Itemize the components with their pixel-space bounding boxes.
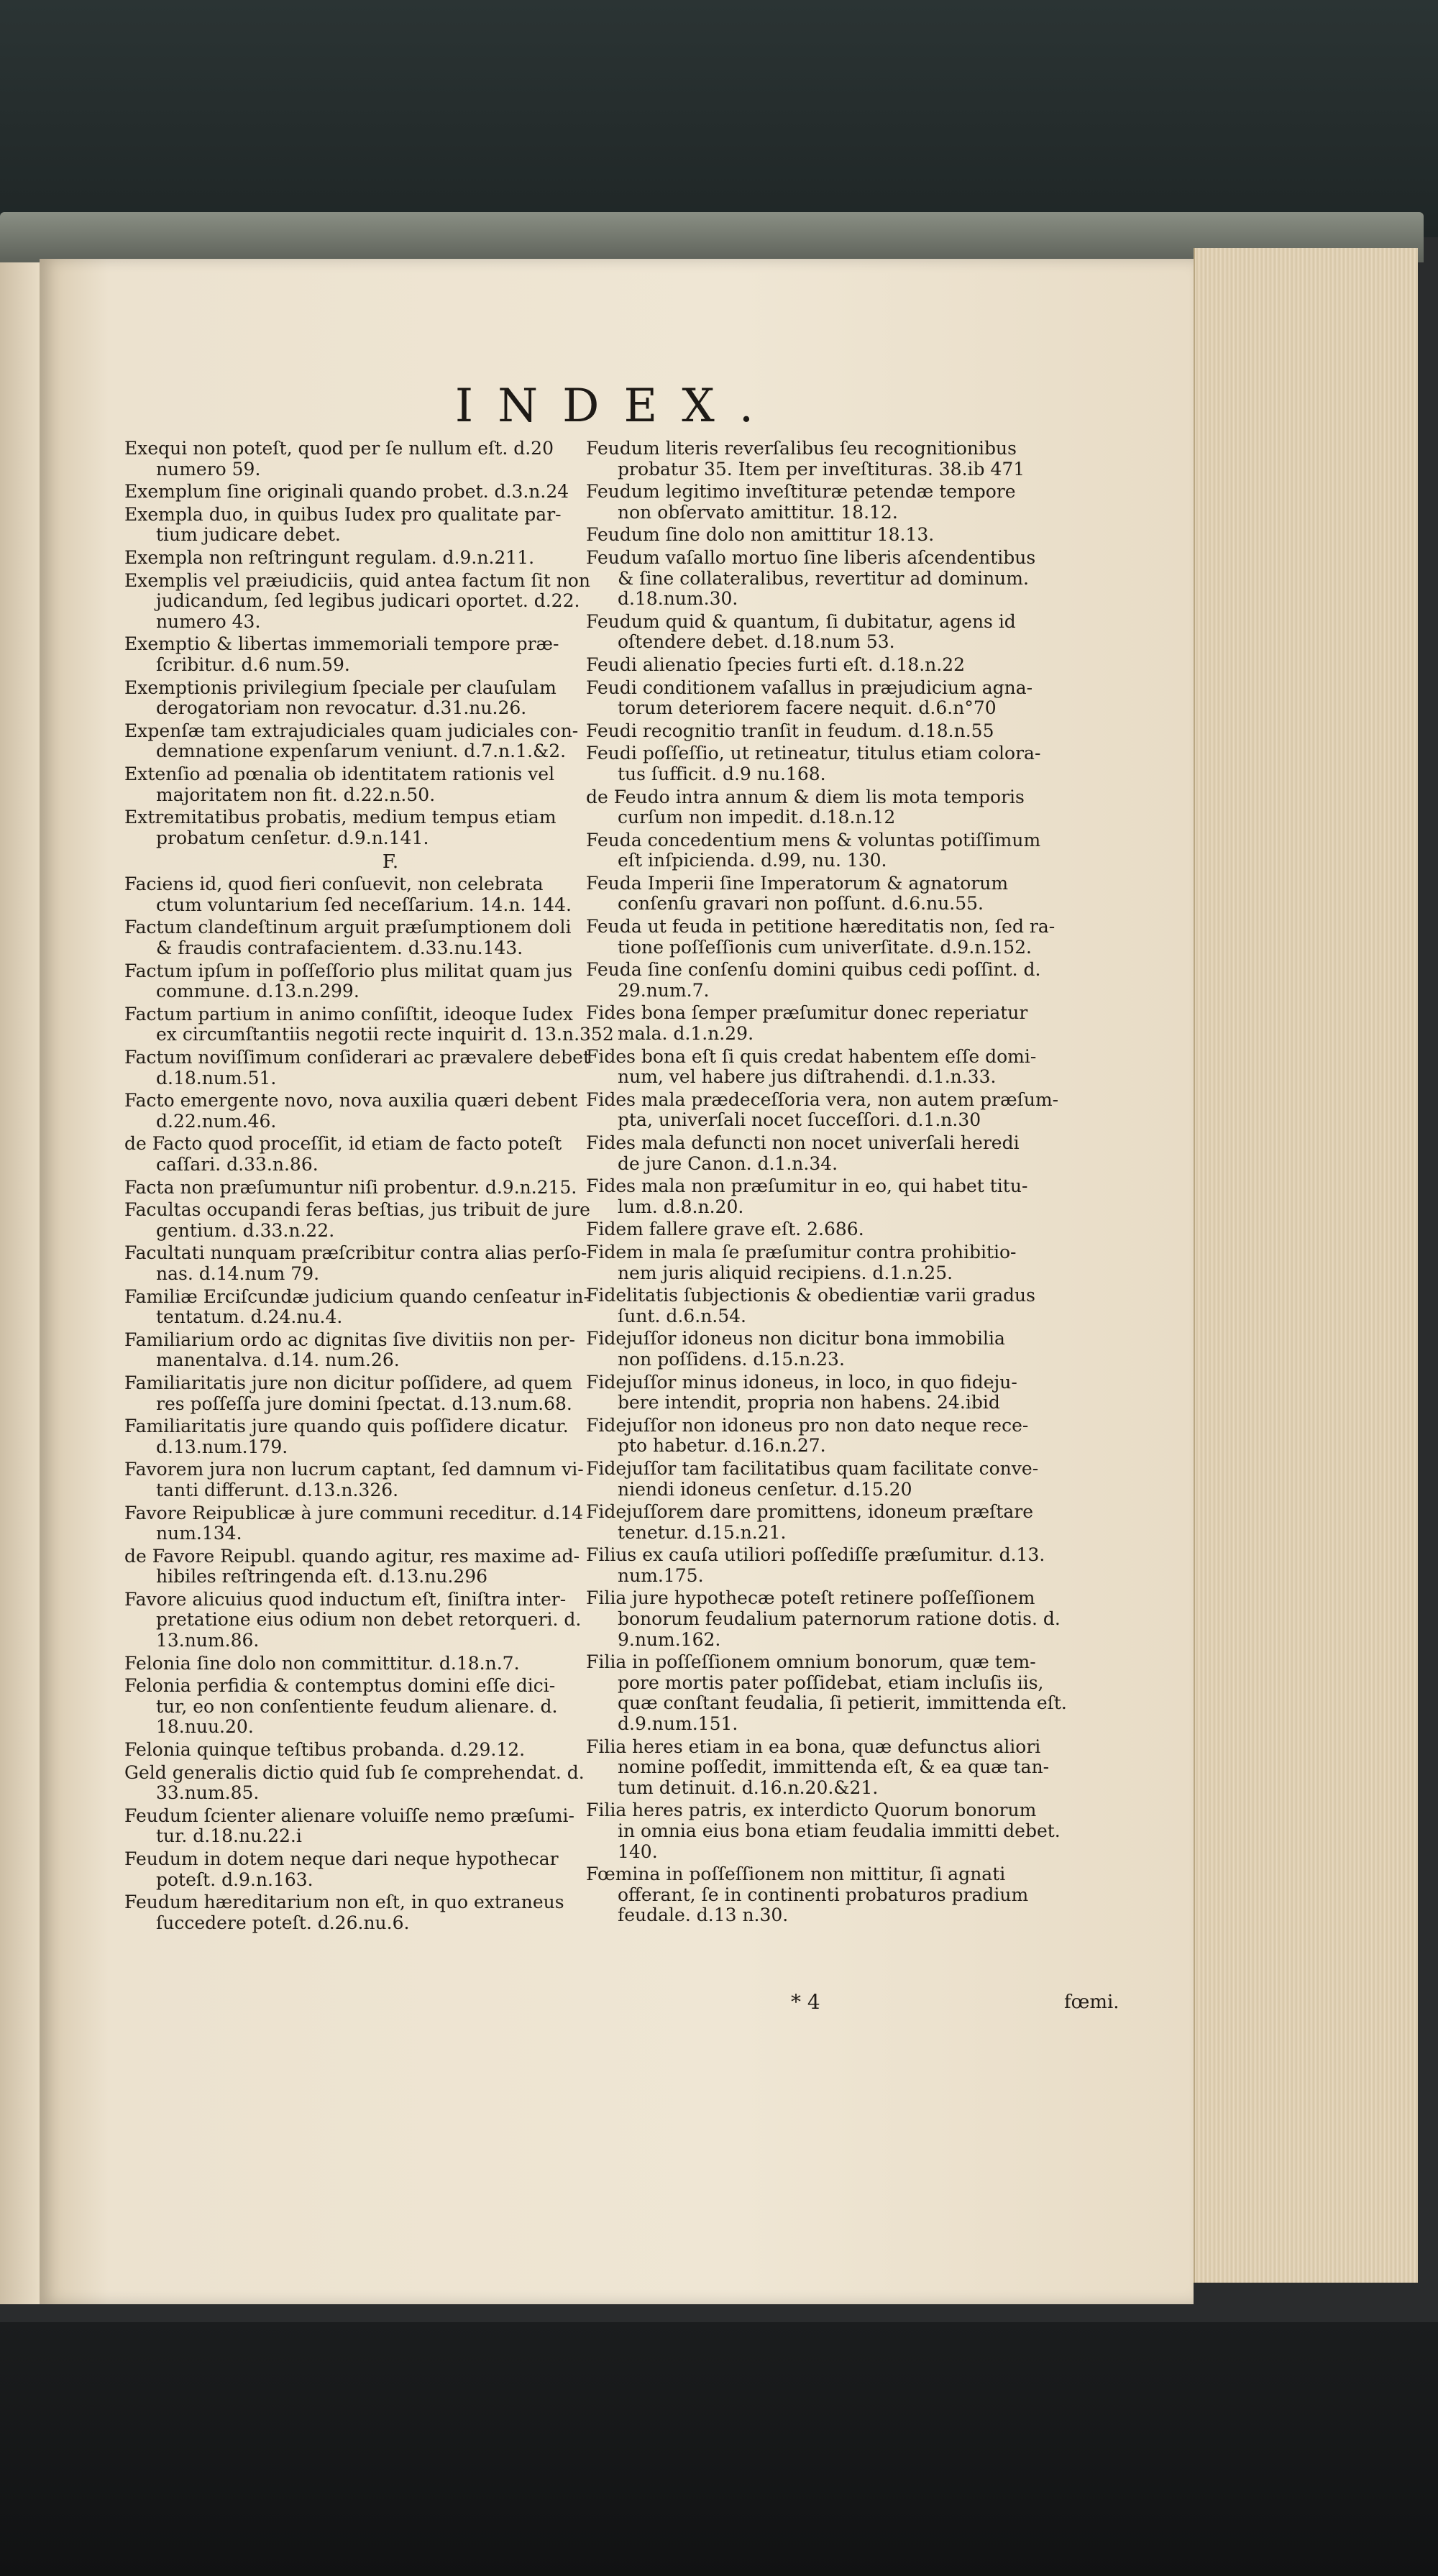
- background-bottom: [0, 2322, 1438, 2576]
- index-entry-line: feudale. d.13 n.30.: [618, 1905, 789, 1926]
- index-entry-line: bere intendit, propria non habens. 24.ibid: [618, 1392, 1000, 1413]
- index-entry-line: 13.num.86.: [156, 1630, 260, 1651]
- index-entry-line: Familiæ Erciſcundæ judicium quando cenſeatur in-: [124, 1285, 590, 1307]
- index-entry: [124, 1740, 656, 1761]
- index-entry: [586, 1800, 1089, 1862]
- index-entry: [124, 1849, 656, 1890]
- index-entry-line: Familiaritatis jure quando quis poſſidere dicatur.: [124, 1416, 569, 1437]
- index-entry: [586, 917, 1089, 958]
- index-entry: [586, 1545, 1089, 1586]
- index-entry: [586, 439, 1089, 480]
- index-entry-line: Exempla duo, in quibus Iudex pro qualitate par-: [124, 503, 562, 525]
- index-entry-line: Fidem in mala ſe præſumitur contra prohibitio-: [586, 1241, 1017, 1262]
- index-entry: [124, 1546, 656, 1587]
- index-entry: [586, 1372, 1089, 1413]
- index-entry: [124, 548, 656, 569]
- index-entry-line: eſt inſpicienda. d.99, nu. 130.: [618, 850, 887, 871]
- index-entry-line: lum. d.8.n.20.: [618, 1196, 744, 1217]
- index-entry: [586, 1219, 1089, 1240]
- index-entry-line: d.18.num.30.: [618, 588, 738, 610]
- index-entry: [124, 1590, 656, 1651]
- index-entry-line: tum detinuit. d.16.n.20.&21.: [618, 1777, 879, 1798]
- left-column: [124, 439, 656, 1935]
- index-entry: [586, 525, 1089, 546]
- index-entry-line: res poſſeſſa jure domini ſpectat. d.13.num.68.: [156, 1393, 572, 1414]
- index-entry: [124, 482, 656, 503]
- index-entry: [124, 439, 656, 480]
- index-entry-line: Feuda concedentium mens & voluntas potiſſimum: [586, 829, 1041, 851]
- index-entry-line: mala. d.1.n.29.: [618, 1023, 754, 1045]
- index-entry-line: Factum partium in animo conſiſtit, ideoque Iudex: [124, 1003, 573, 1025]
- index-entry-line: Factum noviſſimum conſiderari ac prævalere debet: [124, 1047, 590, 1068]
- index-entry-line: poteſt. d.9.n.163.: [156, 1869, 313, 1890]
- index-entry-line: 140.: [618, 1841, 658, 1862]
- index-entry: [586, 830, 1089, 871]
- index-entry-line: ſunt. d.6.n.54.: [618, 1305, 747, 1326]
- index-entry-line: Fides bona ſemper præſumitur donec reperiatur: [586, 1002, 1028, 1024]
- index-entry-line: manentalva. d.14. num.26.: [156, 1349, 400, 1371]
- index-entry: [124, 1459, 656, 1500]
- index-entry: [124, 1004, 656, 1045]
- index-entry-line: derogatoriam non revocatur. d.31.nu.26.: [156, 697, 527, 719]
- index-entry: [586, 1176, 1089, 1217]
- index-entry-line: tenetur. d.15.n.21.: [618, 1521, 787, 1543]
- index-entry-line: in omnia eius bona etiam feudalia immitti debet.: [618, 1820, 1061, 1841]
- index-entry-line: caſſari. d.33.n.86.: [156, 1154, 319, 1175]
- index-entry-line: Familiaritatis jure non dicitur poſſidere, ad quem: [124, 1372, 573, 1393]
- index-entry-line: nas. d.14.num 79.: [156, 1262, 320, 1284]
- index-entry-line: offerant, ſe in continenti probaturos pradium: [618, 1884, 1029, 1905]
- index-entry: [586, 1459, 1089, 1500]
- index-entry-line: pto habetur. d.16.n.27.: [618, 1435, 826, 1457]
- index-entry: [586, 1502, 1089, 1543]
- index-entry: [586, 1090, 1089, 1131]
- index-entry-line: de Facto quod proceſſit, id etiam de facto poteſt: [124, 1133, 562, 1155]
- index-entry-line: Fidejuſſor tam facilitatibus quam facilitate conve-: [586, 1457, 1039, 1479]
- book-page: [40, 259, 1194, 2304]
- index-entry: [124, 1330, 656, 1371]
- index-entry-line: num.175.: [618, 1564, 704, 1586]
- index-entry-line: & ſine collateralibus, revertitur ad dominum.: [618, 567, 1029, 589]
- index-entry: [586, 1242, 1089, 1283]
- index-entry-line: nomine poſſedit, immittenda eſt, & ea quæ tan-: [618, 1756, 1050, 1778]
- index-entry: [124, 917, 656, 958]
- index-entry: [586, 1003, 1089, 1044]
- index-entry-line: Feuda ut feuda in petitione hæreditatis non, ſed ra-: [586, 916, 1055, 938]
- index-entry-line: Extenſio ad pœnalia ob identitatem rationis vel: [124, 763, 555, 784]
- index-entry-line: majoritatem non fit. d.22.n.50.: [156, 784, 436, 805]
- index-entry: [124, 721, 656, 762]
- index-entry-line: Exemptio & libertas immemoriali tempore præ-: [124, 633, 559, 655]
- index-entry: [124, 874, 656, 915]
- index-entry-line: Filia heres patris, ex interdicto Quorum bonorum: [586, 1800, 1037, 1821]
- index-entry-line: pore mortis pater poſſidebat, etiam incluſis iis,: [618, 1672, 1044, 1693]
- index-entry-line: d.18.num.51.: [156, 1067, 277, 1088]
- index-entry-line: Feudum legitimo inveſtituræ petendæ tempore: [586, 481, 1016, 503]
- index-entry-line: niendi idoneus cenſetur. d.15.20: [618, 1478, 912, 1500]
- index-entry-line: Feudi alienatio ſpecies furti eſt. d.18.n.22: [586, 654, 966, 675]
- index-entry-line: Fidelitatis ſubjectionis & obedientiæ varii gradus: [586, 1285, 1035, 1306]
- index-entry: [124, 1503, 656, 1544]
- catchword: fœmi.: [1064, 1991, 1119, 2013]
- index-entry-line: Fides mala prædeceſſoria vera, non autem præſum-: [586, 1088, 1059, 1110]
- index-entry-line: Fides bona eſt ſi quis credat habentem eſſe domi-: [586, 1045, 1037, 1067]
- index-entry-line: Feudum quid & quantum, ſi dubitatur, agens id: [586, 610, 1016, 632]
- index-entry: [124, 571, 656, 633]
- index-entry-line: Fidejuſſor minus idoneus, in loco, in quo fideju-: [586, 1371, 1017, 1393]
- index-entry-line: tur. d.18.nu.22.i: [156, 1825, 302, 1847]
- index-entry-line: Feudum hæreditarium non eſt, in quo extraneus: [124, 1892, 564, 1913]
- index-entry-line: Exemplis vel præiudiciis, quid antea factum ſit non: [124, 569, 590, 591]
- section-letter-f: F.: [382, 851, 399, 874]
- index-entry-line: conſenſu gravari non poſſunt. d.6.nu.55.: [618, 893, 984, 915]
- index-entry: [124, 1892, 656, 1933]
- index-entry: [124, 678, 656, 719]
- index-entry-line: tus ſufficit. d.9 nu.168.: [618, 763, 826, 784]
- index-entry-line: Feudum in dotem neque dari neque hypothecar: [124, 1848, 559, 1869]
- index-entry: [124, 1134, 656, 1175]
- index-entry-line: Feudi poſſeſſio, ut retineatur, titulus etiam colora-: [586, 743, 1041, 764]
- index-entry-line: d.22.num.46.: [156, 1110, 277, 1132]
- index-entry-line: 9.num.162.: [618, 1628, 721, 1650]
- index-entry-line: probatum cenſetur. d.9.n.141.: [156, 827, 429, 848]
- index-entry: [124, 1091, 656, 1132]
- index-entry-line: non poſſidens. d.15.n.23.: [618, 1348, 845, 1370]
- index-entry-line: 18.nuu.20.: [156, 1716, 254, 1738]
- index-entry-line: non obſervato amittitur. 18.12.: [618, 501, 898, 523]
- index-entry-line: oſtendere debet. d.18.num 53.: [618, 631, 895, 653]
- index-entry-line: Felonia quinque teſtibus probanda. d.29.12.: [124, 1739, 526, 1761]
- index-entry-line: Filius ex cauſa utiliori poſſediſſe præſumitur. d.13.: [586, 1544, 1045, 1566]
- background-top: [0, 0, 1438, 237]
- index-entry-line: Exemplum ſine originali quando probet. d.3.n.24: [124, 481, 569, 503]
- index-entry: [124, 634, 656, 675]
- index-entry-line: Exempla non reſtringunt regulam. d.9.n.211.: [124, 546, 535, 568]
- index-entry-line: & fraudis contrafacientem. d.33.nu.143.: [156, 938, 523, 959]
- index-entry-line: Filia jure hypothecæ poteſt retinere poſſeſſionem: [586, 1587, 1035, 1609]
- page-header: INDEX.: [454, 380, 779, 433]
- index-entry-line: Favorem jura non lucrum captant, ſed damnum vi-: [124, 1459, 584, 1480]
- index-entry: [586, 548, 1089, 610]
- index-entry: [124, 1048, 656, 1088]
- index-entry: [586, 1416, 1089, 1457]
- index-entry-line: Filia heres etiam in ea bona, quæ defunctus aliori: [586, 1736, 1041, 1757]
- index-entry-line: Faciens id, quod fieri conſuevit, non celebrata: [124, 874, 544, 895]
- index-entry: [586, 655, 1089, 676]
- index-entry-line: ex circumſtantiis negotii recte inquirit d. 13.n.352: [156, 1024, 614, 1045]
- index-entry: [586, 612, 1089, 653]
- index-entry-line: Facultas occupandi feras beſtias, jus tribuit de jure: [124, 1199, 590, 1221]
- index-entry-line: ſuccedere poteſt. d.26.nu.6.: [156, 1912, 410, 1933]
- index-entry-line: demnatione expenſarum veniunt. d.7.n.1.&2.: [156, 741, 567, 762]
- index-entry: [586, 874, 1089, 915]
- index-entry-line: 33.num.85.: [156, 1782, 260, 1804]
- index-entry-line: hibiles reſtringenda eſt. d.13.nu.296: [156, 1566, 488, 1587]
- index-entry: [586, 1652, 1089, 1734]
- right-column: [586, 439, 1089, 1928]
- index-entry: [124, 1416, 656, 1457]
- index-entry-line: Fides mala non præſumitur in eo, qui habet titu-: [586, 1175, 1028, 1197]
- index-entry-line: probatur 35. Item per inveſtituras. 38.ib 471: [618, 458, 1025, 480]
- index-entry-line: ctum voluntarium ſed neceſſarium. 14.n. 144.: [156, 894, 572, 915]
- index-entry-line: de Feudo intra annum & diem lis mota temporis: [586, 786, 1025, 807]
- index-entry-line: Feudi recognitio tranſit in feudum. d.18.n.55: [586, 720, 994, 741]
- index-entry: [124, 1178, 656, 1198]
- index-entry-line: Feudum vaſallo mortuo ſine liberis aſcendentibus: [586, 546, 1036, 568]
- index-entry: [124, 1676, 656, 1738]
- index-entry-line: Fidejuſſorem dare promittens, idoneum præſtare: [586, 1501, 1034, 1523]
- index-entry-line: ſcribitur. d.6 num.59.: [156, 654, 350, 675]
- index-entry-line: 29.num.7.: [618, 979, 710, 1001]
- index-entry: [124, 807, 656, 848]
- index-entry-line: Feudum ſine dolo non amittitur 18.13.: [586, 524, 935, 546]
- index-entry: [586, 960, 1089, 1001]
- index-entry-line: de jure Canon. d.1.n.34.: [618, 1152, 838, 1174]
- index-entry-line: nem juris aliquid recipiens. d.1.n.25.: [618, 1262, 953, 1283]
- index-entry-line: de Favore Reipubl. quando agitur, res maxime ad-: [124, 1545, 580, 1567]
- index-entry: [586, 721, 1089, 742]
- index-entry-line: Fides mala defuncti non nocet univerſali heredi: [586, 1132, 1020, 1153]
- index-entry-line: Felonia perfidia & contemptus domini eſſe dici-: [124, 1675, 556, 1697]
- index-entry: [124, 1373, 656, 1414]
- index-entry-line: curſum non impedit. d.18.n.12: [618, 807, 896, 828]
- index-entry-line: bonorum feudalium paternorum ratione dotis. d.: [618, 1608, 1061, 1630]
- index-entry-line: Facta non præſumuntur niſi probentur. d.9.n.215.: [124, 1176, 577, 1198]
- index-entry-line: Favore Reipublicæ à jure communi receditur. d.14: [124, 1502, 584, 1523]
- index-entry-line: Feudum ſcienter alienare voluiſſe nemo præſumi-: [124, 1805, 574, 1826]
- index-entry-line: torum deteriorem facere nequit. d.6.n°70: [618, 697, 997, 719]
- index-entry-line: gentium. d.33.n.22.: [156, 1219, 335, 1241]
- index-entry-line: numero 43.: [156, 610, 261, 632]
- signature-mark: * 4: [791, 1990, 820, 2014]
- index-entry: [586, 678, 1089, 719]
- index-entry-line: numero 59.: [156, 458, 261, 480]
- index-entry-line: Factum ipſum in poſſeſſorio plus militat quam jus: [124, 960, 573, 981]
- index-entry-line: num, vel habere jus diſtrahendi. d.1.n.33.: [618, 1066, 997, 1088]
- index-entry-line: Fidejuſſor non idoneus pro non dato neque rece-: [586, 1414, 1029, 1436]
- index-entry-line: Exequi non poteſt, quod per ſe nullum eſt. d.20: [124, 438, 554, 459]
- index-entry-line: d.13.num.179.: [156, 1436, 288, 1457]
- index-entry-line: Expenſæ tam extrajudiciales quam judiciales con-: [124, 720, 579, 741]
- index-entry: [586, 1285, 1089, 1326]
- index-entry-line: Feuda Imperii ſine Imperatorum & agnatorum: [586, 872, 1009, 894]
- index-entry-line: Fœmina in poſſeſſionem non mittitur, ſi agnati: [586, 1864, 1006, 1885]
- index-entry: [586, 482, 1089, 523]
- index-entry-line: Extremitatibus probatis, medium tempus etiam: [124, 807, 557, 828]
- index-entry-line: Exemptionis privilegium ſpeciale per clauſulam: [124, 677, 557, 698]
- index-entry-line: tione poſſeſſionis cum univerſitate. d.9.n.152.: [618, 936, 1032, 958]
- index-entry-line: Facto emergente novo, nova auxilia quæri debent: [124, 1090, 578, 1111]
- index-entry: [586, 1737, 1089, 1799]
- index-entry-line: Familiarium ordo ac dignitas ſive divitiis non per-: [124, 1329, 575, 1350]
- index-entry-line: Factum clandeſtinum arguit præſumptionem doli: [124, 917, 572, 938]
- index-entry-line: Feudi conditionem vaſallus in præjudicium agna-: [586, 677, 1033, 698]
- index-entry: [586, 787, 1089, 828]
- index-entry: [124, 1200, 656, 1241]
- index-entry-line: commune. d.13.n.299.: [156, 981, 360, 1002]
- index-entry: [124, 1806, 656, 1847]
- index-entry-line: tentatum. d.24.nu.4.: [156, 1306, 343, 1328]
- index-entry: [586, 1329, 1089, 1370]
- index-entry-line: tanti differunt. d.13.n.326.: [156, 1479, 399, 1500]
- index-entry: [124, 505, 656, 546]
- index-entry-line: tium judicare debet.: [156, 524, 341, 546]
- index-entry: [124, 1654, 656, 1674]
- index-entry: [124, 764, 656, 805]
- index-entry-line: pta, univerſali nocet ſucceſſori. d.1.n.30: [618, 1109, 981, 1131]
- left-page-edge: [0, 262, 40, 2304]
- index-entry-line: tur, eo non conſentiente feudum alienare. d.: [156, 1695, 558, 1717]
- index-entry: [586, 1864, 1089, 1926]
- index-entry-line: Geld generalis dictio quid ſub ſe comprehendat. d.: [124, 1761, 585, 1783]
- index-entry-line: judicandum, ſed legibus judicari oportet. d.22.: [156, 590, 580, 612]
- index-entry-line: Favore alicuius quod inductum eſt, ſiniſtra inter-: [124, 1588, 567, 1610]
- index-entry: [124, 1763, 656, 1804]
- index-entry-line: Filia in poſſeſſionem omnium bonorum, quæ tem-: [586, 1651, 1036, 1673]
- index-entry-line: Fidem fallere grave eſt. 2.686.: [586, 1219, 864, 1240]
- index-entry-line: num.134.: [156, 1523, 242, 1544]
- index-entry-line: Feudum literis reverſalibus ſeu recognitionibus: [586, 438, 1017, 459]
- index-entry-line: d.9.num.151.: [618, 1713, 738, 1735]
- index-entry-line: Fidejuſſor idoneus non dicitur bona immobilia: [586, 1328, 1005, 1349]
- index-entry: [124, 961, 656, 1002]
- index-entry: [124, 1287, 656, 1328]
- index-entry: [586, 1588, 1089, 1650]
- index-entry: [124, 1243, 656, 1284]
- index-entry-line: pretatione eius odium non debet retorqueri. d.: [156, 1609, 582, 1631]
- index-entry-line: Facultati nunquam præſcribitur contra alias perſo-: [124, 1242, 587, 1264]
- page-edges: [1194, 248, 1418, 2283]
- index-entry-line: Feuda ſine conſenſu domini quibus cedi poſſint. d.: [586, 959, 1041, 981]
- index-entry: [586, 1133, 1089, 1174]
- index-entry-line: quæ conſtant feudalia, ſi petierit, immittenda eſt.: [618, 1692, 1067, 1714]
- index-entry: [586, 743, 1089, 784]
- index-entry: [586, 1047, 1089, 1088]
- index-entry-line: Felonia ſine dolo non committitur. d.18.n.7.: [124, 1652, 520, 1674]
